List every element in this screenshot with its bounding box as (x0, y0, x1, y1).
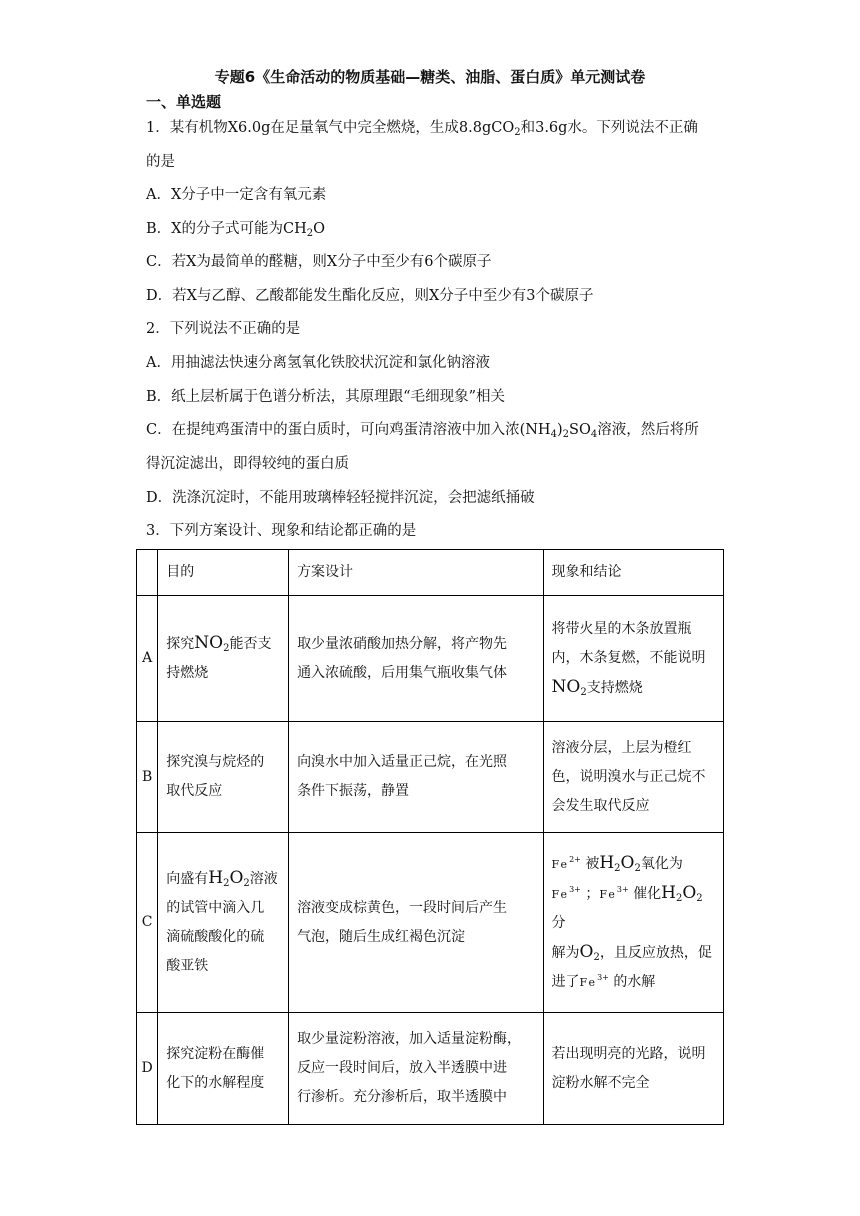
q1-option-a: A．X分子中一定含有氧元素 (146, 187, 327, 203)
q2-option-b: B．纸上层析属于色谱分析法，其原理跟“毛细现象”相关 (146, 389, 505, 405)
table-row-c (137, 833, 724, 1013)
purpose-cell: 向盛有$H_2O_2$溶液 的试管中滴入几 滴硫酸酸化的硫 酸亚铁 (158, 833, 289, 1013)
section-heading: 一、单选题 (146, 93, 222, 111)
design-cell: 取少量淀粉溶液，加入适量淀粉酶， 反应一段时间后，放入半透膜中进 行渗析。充分渗析后，取半透膜中 (289, 1013, 543, 1125)
q1-option-c: C．若X为最简单的醛糖，则X分子中至少有6个碳原子 (146, 254, 492, 270)
result-cell: $Fe^{2+}$ 被$H_2O_2$氧化为 $Fe^{3+}$ ；$Fe^{3+}$ 催化$H_2O_2$分 解为$O_2$，且反应放热，促 进了$Fe^{3+}$ 的水解 (543, 833, 723, 1013)
header-design: 方案设计 (289, 550, 543, 596)
purpose-cell: 探究淀粉在酶催 化下的水解程度 (158, 1013, 289, 1125)
q2-option-c: C．在提纯鸡蛋清中的蛋白质时，可向鸡蛋清溶液中加入浓$(NH_4)_2SO_4$溶液，然后将所 (146, 422, 699, 440)
row-label: C (137, 833, 158, 1013)
result-cell: 溶液分层，上层为橙红 色，说明溴水与正己烷不 会发生取代反应 (543, 722, 723, 833)
document-title: 专题6《生命活动的物质基础—糖类、油脂、蛋白质》单元测试卷 (214, 68, 646, 86)
q3-table (136, 549, 724, 1125)
header-empty-cell (137, 550, 158, 596)
header-result: 现象和结论 (543, 550, 723, 596)
q2-option-c-cont: 得沉淀滤出，即得较纯的蛋白质 (146, 456, 349, 472)
row-label: A (137, 596, 158, 722)
table-row-d (137, 1013, 724, 1125)
result-cell: 将带火星的木条放置瓶 内，木条复燃，不能说明 $NO_2$支持燃烧 (543, 596, 723, 722)
design-cell: 向溴水中加入适量正己烷，在光照 条件下振荡，静置 (289, 722, 543, 833)
q2-option-a: A．用抽滤法快速分离氢氧化铁胶状沉淀和氯化钠溶液 (146, 355, 490, 371)
table-header-row (137, 550, 724, 596)
q2-option-d: D．洗涤沉淀时，不能用玻璃棒轻轻搅拌沉淀，会把滤纸捅破 (146, 490, 535, 506)
row-label: B (137, 722, 158, 833)
table-row-a (137, 596, 724, 722)
header-purpose: 目的 (158, 550, 289, 596)
purpose-cell: 探究$NO_2$能否支 持燃烧 (158, 596, 289, 722)
q3-stem: 3．下列方案设计、现象和结论都正确的是 (146, 523, 417, 539)
q2-stem: 2．下列说法不正确的是 (146, 321, 301, 337)
q1-option-b: B．X的分子式可能为$CH_2O$ (146, 221, 325, 239)
table-row-b (137, 722, 724, 833)
q1-stem-line1: 1．某有机物X6.0g在足量氧气中完全燃烧，生成8.8gCO$_2$和3.6g水。下列说法不正确 (146, 120, 698, 138)
row-label: D (137, 1013, 158, 1125)
q1-option-d: D．若X与乙醇、乙酸都能发生酯化反应，则X分子中至少有3个碳原子 (146, 288, 594, 304)
purpose-cell: 探究溴与烷烃的 取代反应 (158, 722, 289, 833)
design-cell: 溶液变成棕黄色，一段时间后产生 气泡，随后生成红褐色沉淀 (289, 833, 543, 1013)
design-cell: 取少量浓硝酸加热分解，将产物先 通入浓硫酸，后用集气瓶收集气体 (289, 596, 543, 722)
q1-stem-line2: 的是 (146, 154, 175, 170)
result-cell: 若出现明亮的光路，说明 淀粉水解不完全 (543, 1013, 723, 1125)
